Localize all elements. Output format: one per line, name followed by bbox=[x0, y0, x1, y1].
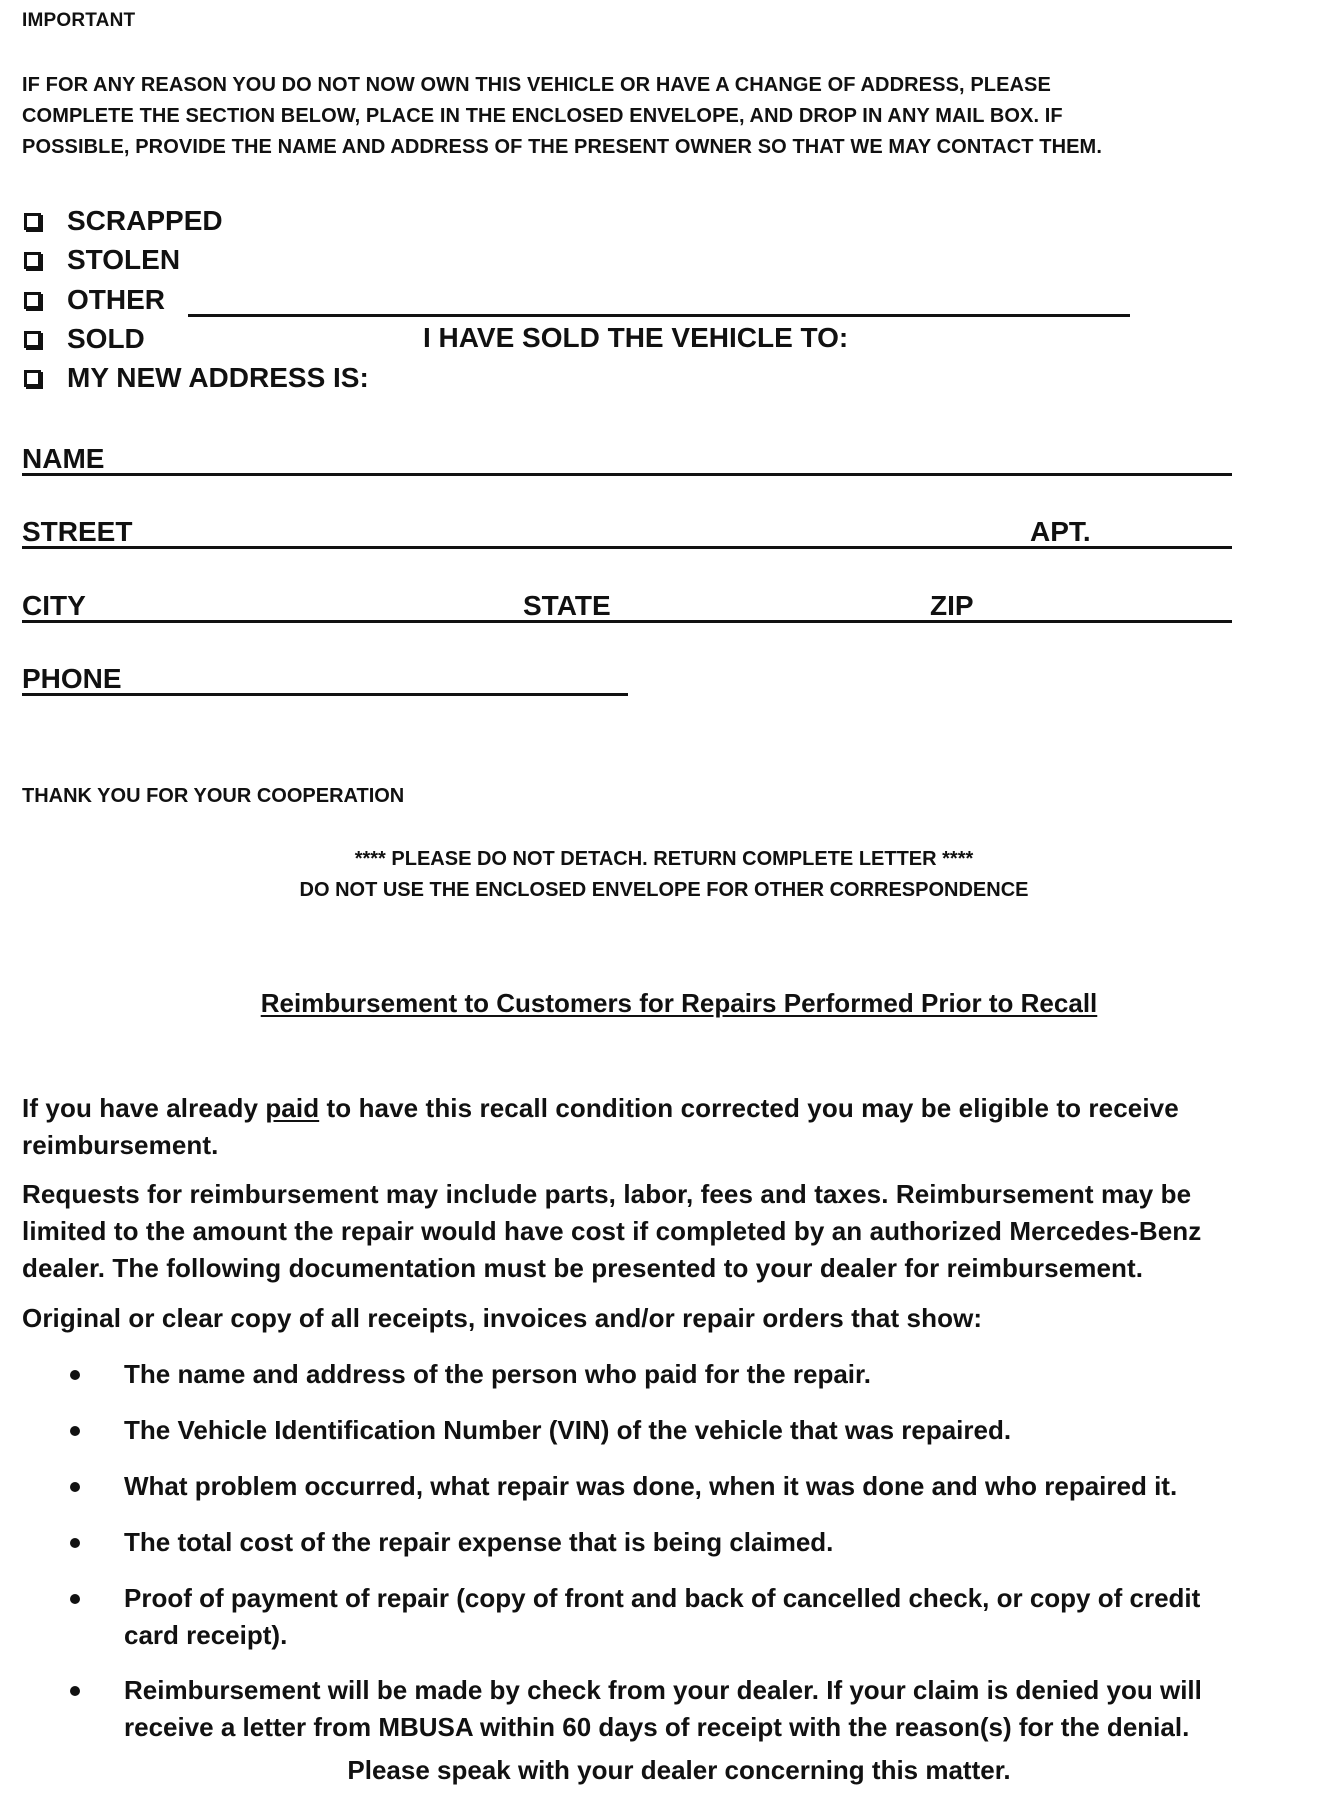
instruction-line: POSSIBLE, PROVIDE THE NAME AND ADDRESS OF THE PRESENT OWNER SO THAT WE MAY CONTACT THEM. bbox=[22, 136, 1102, 158]
other-specify-line[interactable] bbox=[188, 314, 1130, 317]
intro-text-after: to have this recall condition corrected you may be eligible to receive bbox=[319, 1093, 1179, 1123]
sold-checkbox[interactable] bbox=[24, 331, 41, 348]
instruction-line: IF FOR ANY REASON YOU DO NOT NOW OWN THIS VEHICLE OR HAVE A CHANGE OF ADDRESS, PLEASE bbox=[22, 74, 1051, 96]
option-new-address[interactable] bbox=[22, 358, 369, 398]
city-label: CITY bbox=[22, 590, 86, 621]
sold-to-label: I HAVE SOLD THE VEHICLE TO: bbox=[423, 322, 849, 353]
name-label: NAME bbox=[22, 443, 105, 474]
intro-line-2: reimbursement. bbox=[22, 1130, 219, 1160]
scrapped-label: SCRAPPED bbox=[67, 205, 223, 236]
do-not-detach-notice: **** PLEASE DO NOT DETACH. RETURN COMPLETE LETTER **** bbox=[354, 848, 974, 870]
reimbursement-intro bbox=[22, 1090, 1312, 1164]
important-heading: IMPORTANT bbox=[22, 10, 136, 31]
street-label: STREET bbox=[22, 516, 133, 547]
street-field[interactable] bbox=[22, 546, 1232, 549]
zip-label: ZIP bbox=[930, 590, 974, 621]
stolen-label: STOLEN bbox=[67, 244, 181, 275]
reimbursement-requests bbox=[22, 1176, 1312, 1287]
bullet-icon bbox=[70, 1594, 80, 1604]
thank-you-text: THANK YOU FOR YOUR COOPERATION bbox=[22, 785, 405, 807]
bullet-icon bbox=[70, 1538, 80, 1548]
envelope-notice: DO NOT USE THE ENCLOSED ENVELOPE FOR OTHER CORRESPONDENCE bbox=[299, 879, 1029, 901]
sold-label: SOLD bbox=[67, 323, 145, 354]
requests-line: Requests for reimbursement may include parts, labor, fees and taxes. Reimbursement may be bbox=[22, 1179, 1192, 1209]
list-item-text: Proof of payment of repair (copy of front and back of cancelled check, or copy of credit bbox=[124, 1583, 1201, 1613]
list-item-text: card receipt). bbox=[124, 1620, 288, 1650]
instructions-paragraph bbox=[22, 70, 1312, 163]
bullet-icon bbox=[70, 1482, 80, 1492]
new-address-checkbox[interactable] bbox=[24, 370, 41, 387]
list-item-text: The Vehicle Identification Number (VIN) of the vehicle that was repaired. bbox=[124, 1415, 1012, 1445]
scrapped-checkbox[interactable] bbox=[24, 213, 41, 230]
list-item-text: What problem occurred, what repair was done, when it was done and who repaired it. bbox=[124, 1471, 1178, 1501]
option-other[interactable] bbox=[22, 280, 165, 320]
closing-text: Please speak with your dealer concerning this matter. bbox=[347, 1755, 1011, 1785]
new-address-label: MY NEW ADDRESS IS: bbox=[67, 362, 369, 393]
instruction-line: COMPLETE THE SECTION BELOW, PLACE IN THE ENCLOSED ENVELOPE, AND DROP IN ANY MAIL BOX. IF bbox=[22, 105, 1063, 127]
apt-label: APT. bbox=[1030, 516, 1091, 547]
bullet-icon bbox=[70, 1370, 80, 1380]
phone-label: PHONE bbox=[22, 663, 122, 694]
original-copy-text: Original or clear copy of all receipts, invoices and/or repair orders that show: bbox=[22, 1303, 983, 1333]
list-item-text: The name and address of the person who paid for the repair. bbox=[124, 1359, 871, 1389]
option-stolen[interactable] bbox=[22, 240, 180, 280]
name-field[interactable] bbox=[22, 473, 1232, 476]
other-checkbox[interactable] bbox=[24, 292, 41, 309]
option-scrapped[interactable] bbox=[22, 201, 223, 241]
requests-line: dealer. The following documentation must be presented to your dealer for reimbursement. bbox=[22, 1253, 1144, 1283]
bullet-icon bbox=[70, 1686, 80, 1696]
option-sold[interactable] bbox=[22, 319, 145, 359]
city-state-zip-field[interactable] bbox=[22, 620, 1232, 623]
list-item-text: Reimbursement will be made by check from your dealer. If your claim is denied you will bbox=[124, 1675, 1202, 1705]
bullet-icon bbox=[70, 1426, 80, 1436]
stolen-checkbox[interactable] bbox=[24, 252, 41, 269]
list-item-text: receive a letter from MBUSA within 60 days of receipt with the reason(s) for the denial. bbox=[124, 1712, 1190, 1742]
requests-line: limited to the amount the repair would have cost if completed by an authorized Mercedes-Benz bbox=[22, 1216, 1202, 1246]
intro-text-before: If you have already bbox=[22, 1093, 266, 1123]
reimbursement-title: Reimbursement to Customers for Repairs Performed Prior to Recall bbox=[260, 988, 1098, 1018]
other-label: OTHER bbox=[67, 284, 165, 315]
phone-field[interactable] bbox=[22, 693, 628, 696]
paid-emphasis: paid bbox=[265, 1093, 320, 1123]
list-item-text: The total cost of the repair expense that is being claimed. bbox=[124, 1527, 834, 1557]
state-label: STATE bbox=[523, 590, 611, 621]
